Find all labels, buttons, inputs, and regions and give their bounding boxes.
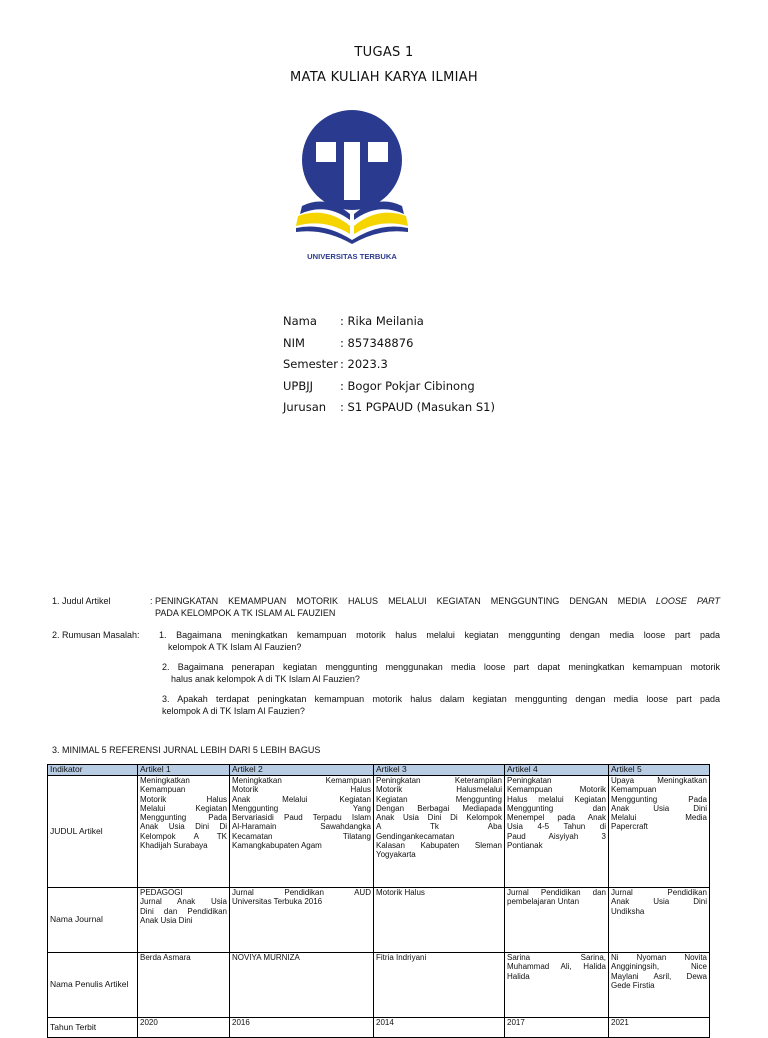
table-cell-line: Jurnal Pendidikan dan xyxy=(507,888,606,897)
table-cell xyxy=(230,776,374,888)
table-cell-line: 2021 xyxy=(611,1018,629,1027)
table-cell-line: Kemampuan Motorik xyxy=(507,785,606,795)
table-cell-line: Peningkatan xyxy=(507,776,552,785)
table-cell-line: Kemampuan xyxy=(140,785,186,795)
table-cell-line: Usia 4-5 Tahun di xyxy=(507,822,606,832)
doc-title-line2: MATA KULIAH KARYA ILMIAH xyxy=(290,70,478,85)
table-cell xyxy=(609,953,710,1018)
table-cell xyxy=(374,776,505,888)
table-cell-line: NOVIYA MURNIZA xyxy=(232,953,300,962)
table-cell-line: Dengan Berbagai Mediapada xyxy=(376,803,502,813)
table-cell-line: Paud Aisyiyah 3 xyxy=(507,831,606,841)
table-cell-line: 2017 xyxy=(507,1018,525,1027)
doc-title-line1: TUGAS 1 xyxy=(354,45,414,60)
table-cell-line: Halus melalui Kegiatan xyxy=(507,794,606,804)
table-cell-line: Kalasan Kabupaten Sleman xyxy=(376,841,502,851)
section1-colon: : xyxy=(150,596,153,606)
table-cell-line: Pontianak xyxy=(507,841,543,851)
table-cell xyxy=(609,776,710,888)
table-cell-line: Anak Usia Dini xyxy=(611,897,707,907)
table-cell-line: Anak Usia Dini xyxy=(140,915,193,925)
table-cell-line: 2014 xyxy=(376,1018,394,1027)
table-header-row xyxy=(48,765,710,776)
table-cell-line: Anak Usia Dini xyxy=(611,803,707,813)
table-cell-line: Jurnal Pendidikan xyxy=(611,888,707,897)
table-cell-line: Melalui Media xyxy=(611,813,707,823)
table-cell-line: Menggunting Yang xyxy=(232,803,371,813)
table-indicator-cell: Nama Penulis Artikel xyxy=(48,953,138,1018)
table-cell-line: 2020 xyxy=(140,1018,158,1027)
table-cell-line: Fitria Indriyani xyxy=(376,953,427,962)
table-cell xyxy=(374,953,505,1018)
section2-label: 2. Rumusan Masalah: xyxy=(52,630,140,640)
table-indicator-cell: Tahun Terbit xyxy=(48,1018,138,1038)
table-cell-line: Kecamatan Tilatang xyxy=(232,831,371,841)
table-header-cell: Artikel 3 xyxy=(374,765,505,776)
question-3: 3. Apakah terdapat peningkatan kemampuan motorik halus dalam kegiatan menggunting dengan media loose part pada kelompok A di TK Islam Al Fauzien? xyxy=(162,694,720,716)
table-cell-line: Menggunting dan xyxy=(507,803,606,813)
table-cell xyxy=(138,953,230,1018)
table-cell xyxy=(374,1018,505,1038)
table-cell-line: Berda Asmara xyxy=(140,953,191,962)
table-cell-line: Kelompok A TK xyxy=(140,831,227,841)
table-cell-line: A Tk Aba xyxy=(376,822,502,832)
table-cell xyxy=(609,1018,710,1038)
table-cell-line: Halida xyxy=(507,971,530,981)
table-cell-line: Universitas Terbuka 2016 xyxy=(232,897,323,907)
table-cell-line: Papercraft xyxy=(611,822,648,832)
table-cell-line: Motorik Halusmelalui xyxy=(376,785,502,795)
table-cell-line: Kegiatan Menggunting xyxy=(376,794,502,804)
table-indicator-cell: Nama Journal xyxy=(48,888,138,953)
table-cell-line: Maylani Asril, Dewa xyxy=(611,971,707,981)
table-row xyxy=(48,776,710,888)
table-cell xyxy=(505,1018,609,1038)
table-cell-line: Meningkatkan xyxy=(140,776,190,785)
section1-label: 1. Judul Artikel xyxy=(52,596,111,606)
table-cell-line: Motorik Halus xyxy=(140,794,227,804)
table-cell-line: Khadijah Surabaya xyxy=(140,841,208,851)
table-cell-line: Kamangkabupaten Agam xyxy=(232,841,322,851)
table-cell-line: Motorik Halus xyxy=(232,785,371,795)
table-cell-line: Anak Usia Dini Di Kelompok xyxy=(376,813,502,823)
table-indicator-cell: JUDUL Artikel xyxy=(48,776,138,888)
section3-label: 3. MINIMAL 5 REFERENSI JURNAL LEBIH DARI 5 LEBIH BAGUS xyxy=(52,745,321,755)
table-cell-line: pembelajaran Untan xyxy=(507,897,580,907)
table-cell-line: Sarina Sarina, xyxy=(507,953,606,962)
table-cell-line: Upaya Meningkatkan xyxy=(611,776,707,785)
table-cell-line: Anak Usia Dini Di xyxy=(140,822,227,832)
table-cell-line: Gede Firstia xyxy=(611,980,655,990)
table-cell-line: Bervariasidi Paud Terpadu Islam xyxy=(232,813,371,823)
table-cell-line: Menggunting Pada xyxy=(611,794,707,804)
table-cell-line: Kemampuan xyxy=(611,785,657,795)
table-cell xyxy=(138,776,230,888)
table-cell xyxy=(230,953,374,1018)
question-2: 2. Bagaimana penerapan kegiatan menggunting menggunakan media loose part dapat meningkatkan kemampuan motorik halus anak kelompok A di TK Islam Al Fauzien? xyxy=(162,662,720,684)
table-cell-line: Al-Haramain Sawahdangka xyxy=(232,822,371,832)
table-cell-line: Dini dan Pendidikan xyxy=(140,906,227,916)
table-header-cell: Artikel 1 xyxy=(138,765,230,776)
table-header-cell: Artikel 4 xyxy=(505,765,609,776)
table-cell-line: Melalui Kegiatan xyxy=(140,803,227,813)
table-cell xyxy=(374,888,505,953)
table-cell xyxy=(138,1018,230,1038)
universitas-terbuka-logo xyxy=(296,110,408,262)
table-cell-line: Angginingsih, Nice xyxy=(611,962,707,972)
table-cell-line: Motorik Halus xyxy=(376,888,425,897)
table-cell-line: PEDAGOGI xyxy=(140,888,183,897)
table-header-cell: Artikel 2 xyxy=(230,765,374,776)
table-cell-line: Yogyakarta xyxy=(376,850,416,860)
table-row xyxy=(48,953,710,1018)
table-cell xyxy=(505,953,609,1018)
table-cell-line: Menggunting Pada xyxy=(140,813,227,823)
table-cell xyxy=(609,888,710,953)
table-row xyxy=(48,888,710,953)
article-title: PENINGKATAN KEMAMPUAN MOTORIK HALUS MELALUI KEGIATAN MENGGUNTING DENGAN MEDIA LOOSE PART PADA KELOMPOK A TK ISLAM AL FAUZIEN xyxy=(155,596,721,618)
table-header-cell: Indikator xyxy=(48,765,138,776)
reference-table xyxy=(47,764,710,1038)
table-cell xyxy=(230,888,374,953)
table-cell-line: Anak Melalui Kegiatan xyxy=(232,794,371,804)
table-cell-line: Jurnal Anak Usia xyxy=(140,897,227,907)
table-cell-line: 2016 xyxy=(232,1018,250,1027)
table-cell-line: Meningkatkan Kemampuan xyxy=(232,776,371,785)
table-cell xyxy=(505,776,609,888)
table-cell-line: Muhammad Ali, Halida xyxy=(507,962,606,972)
table-row xyxy=(48,1018,710,1038)
table-cell-line: Gendingankecamatan xyxy=(376,831,455,841)
table-cell-line: Jurnal Pendidikan AUD xyxy=(232,888,371,897)
table-cell-line: Peningkatan Keterampilan xyxy=(376,776,502,785)
table-cell xyxy=(138,888,230,953)
table-cell xyxy=(230,1018,374,1038)
logo-text: UNIVERSITAS TERBUKA xyxy=(307,252,397,261)
table-cell-line: Ni Nyoman Novita xyxy=(611,953,707,962)
table-cell-line: Menempel pada Anak xyxy=(507,813,606,823)
table-cell xyxy=(505,888,609,953)
table-cell-line: Undiksha xyxy=(611,906,645,916)
question-1: 1. Bagaimana meningkatkan kemampuan motorik halus melalui kegiatan menggunting dengan media loose part pada kelompok A TK Islam Al Fauzien? xyxy=(159,630,720,652)
table-header-cell: Artikel 5 xyxy=(609,765,710,776)
